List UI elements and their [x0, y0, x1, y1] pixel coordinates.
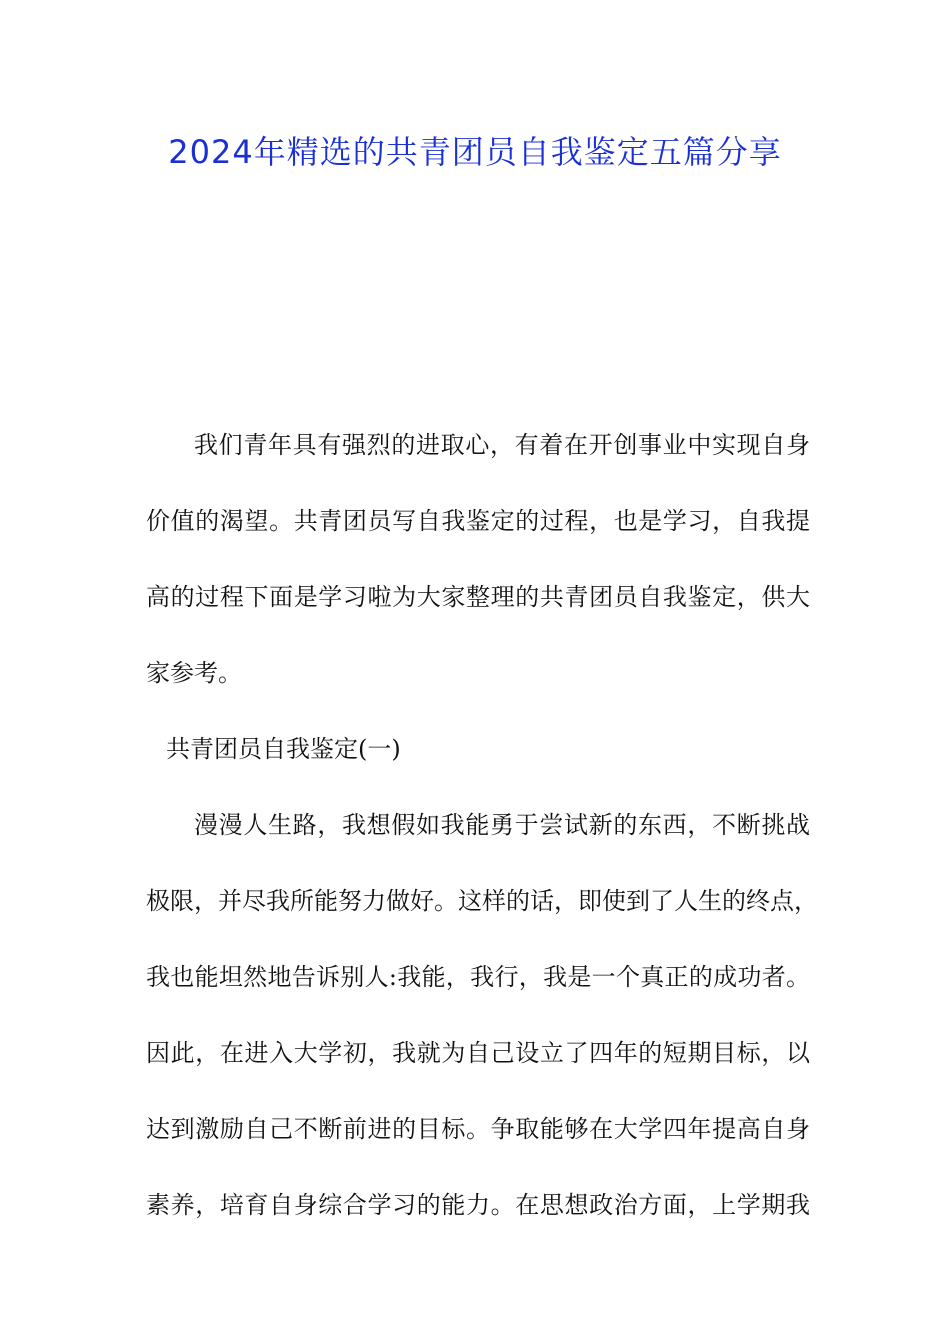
paragraph-line: 高的过程下面是学习啦为大家整理的共青团员自我鉴定，供大 — [146, 583, 810, 611]
section-heading: 共青团员自我鉴定(一) — [166, 735, 401, 763]
paragraph-line: 我们青年具有强烈的进取心，有着在开创事业中实现自身 — [194, 431, 810, 459]
paragraph-line: 漫漫人生路，我想假如我能勇于尝试新的东西，不断挑战 — [194, 811, 810, 839]
paragraph-line: 素养，培育自身综合学习的能力。在思想政治方面，上学期我 — [146, 1191, 810, 1219]
paragraph-line: 极限，并尽我所能努力做好。这样的话，即使到了人生的终点， — [146, 887, 818, 915]
paragraph-line: 达到激励自己不断前进的目标。争取能够在大学四年提高自身 — [146, 1115, 810, 1143]
paragraph-line: 我也能坦然地告诉别人:我能，我行，我是一个真正的成功者。 — [146, 963, 810, 991]
intro-paragraph — [146, 422, 810, 726]
paragraph-line: 因此，在进入大学初，我就为自己设立了四年的短期目标，以 — [146, 1039, 810, 1067]
document-title: 2024年精选的共青团员自我鉴定五篇分享 — [168, 133, 782, 171]
document-body — [146, 422, 818, 1258]
paragraph-line: 价值的渴望。共青团员写自我鉴定的过程，也是学习，自我提 — [146, 507, 810, 535]
section-paragraph — [146, 802, 818, 1258]
paragraph-line: 家参考。 — [146, 659, 242, 687]
